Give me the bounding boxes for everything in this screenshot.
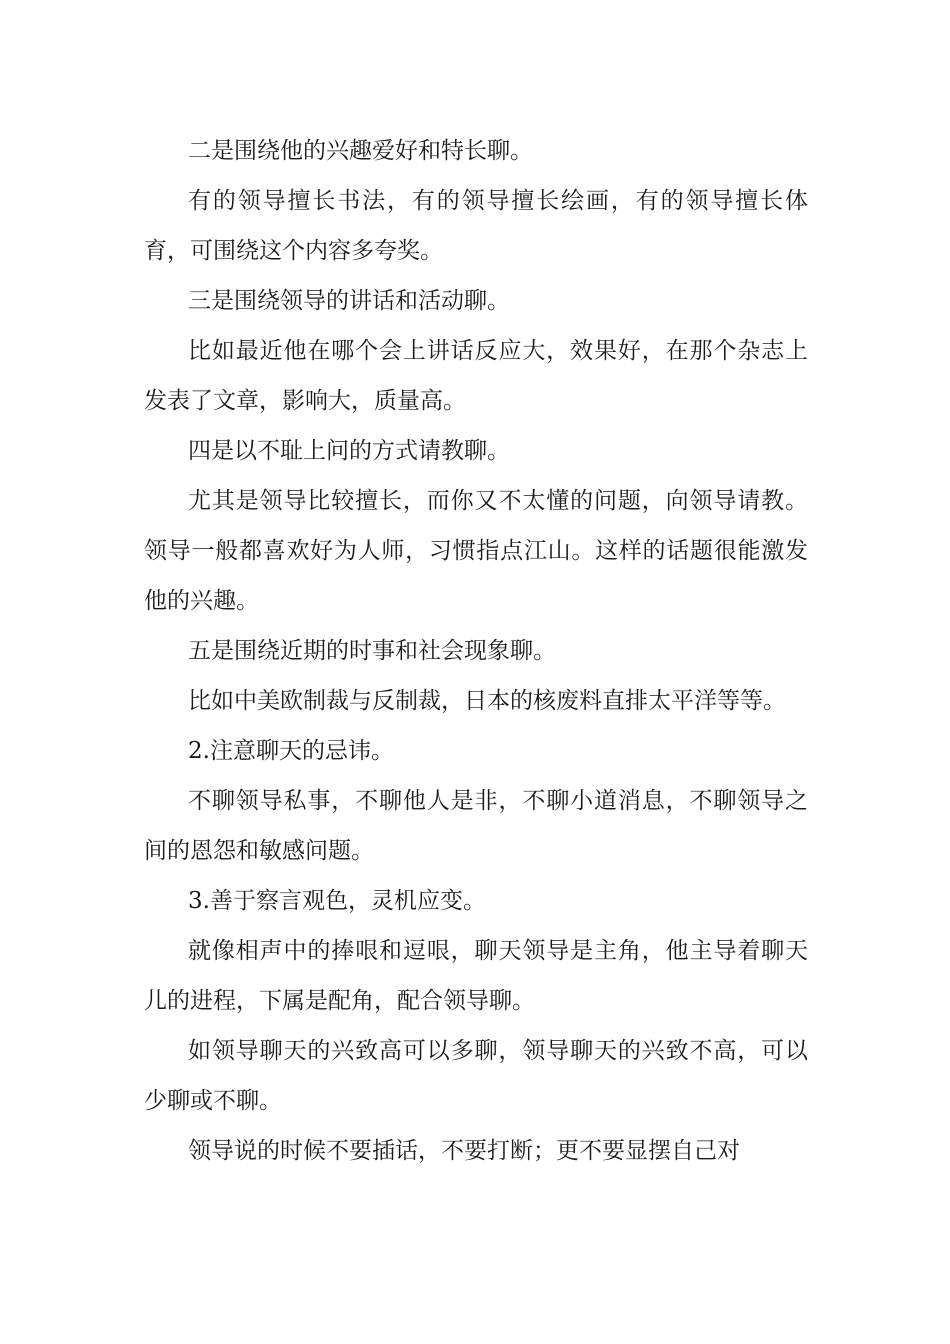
document-body <box>144 126 808 1176</box>
paragraph: 3.善于察言观色，灵机应变。 <box>188 888 486 914</box>
paragraph: 五是围绕近期的时事和社会现象聊。 <box>188 638 556 664</box>
paragraph: 比如中美欧制裁与反制裁，日本的核废料直排太平洋等等。 <box>188 688 786 714</box>
paragraph: 尤其是领导比较擅长，而你又不太懂的问题，向领导请教。领导一般都喜欢好为人师，习惯指点江山。这样的话题很能激发他的兴趣。 <box>144 488 808 614</box>
paragraph: 二是围绕他的兴趣爱好和特长聊。 <box>188 138 533 164</box>
paragraph: 有的领导擅长书法，有的领导擅长绘画，有的领导擅长体育，可围绕这个内容多夸奖。 <box>144 188 808 264</box>
paragraph: 2.注意聊天的忌讳。 <box>188 738 394 764</box>
paragraph: 比如最近他在哪个会上讲话反应大，效果好，在那个杂志上发表了文章，影响大，质量高。 <box>144 338 808 414</box>
paragraph: 不聊领导私事，不聊他人是非，不聊小道消息，不聊领导之间的恩怨和敏感问题。 <box>144 788 808 864</box>
paragraph: 就像相声中的捧哏和逗哏，聊天领导是主角，他主导着聊天儿的进程，下属是配角，配合领导聊。 <box>144 938 808 1014</box>
paragraph: 三是围绕领导的讲话和活动聊。 <box>188 288 510 314</box>
paragraph: 领导说的时候不要插话，不要打断；更不要显摆自己对 <box>188 1138 740 1164</box>
paragraph: 四是以不耻上问的方式请教聊。 <box>188 438 510 464</box>
paragraph: 如领导聊天的兴致高可以多聊，领导聊天的兴致不高，可以少聊或不聊。 <box>144 1038 808 1114</box>
